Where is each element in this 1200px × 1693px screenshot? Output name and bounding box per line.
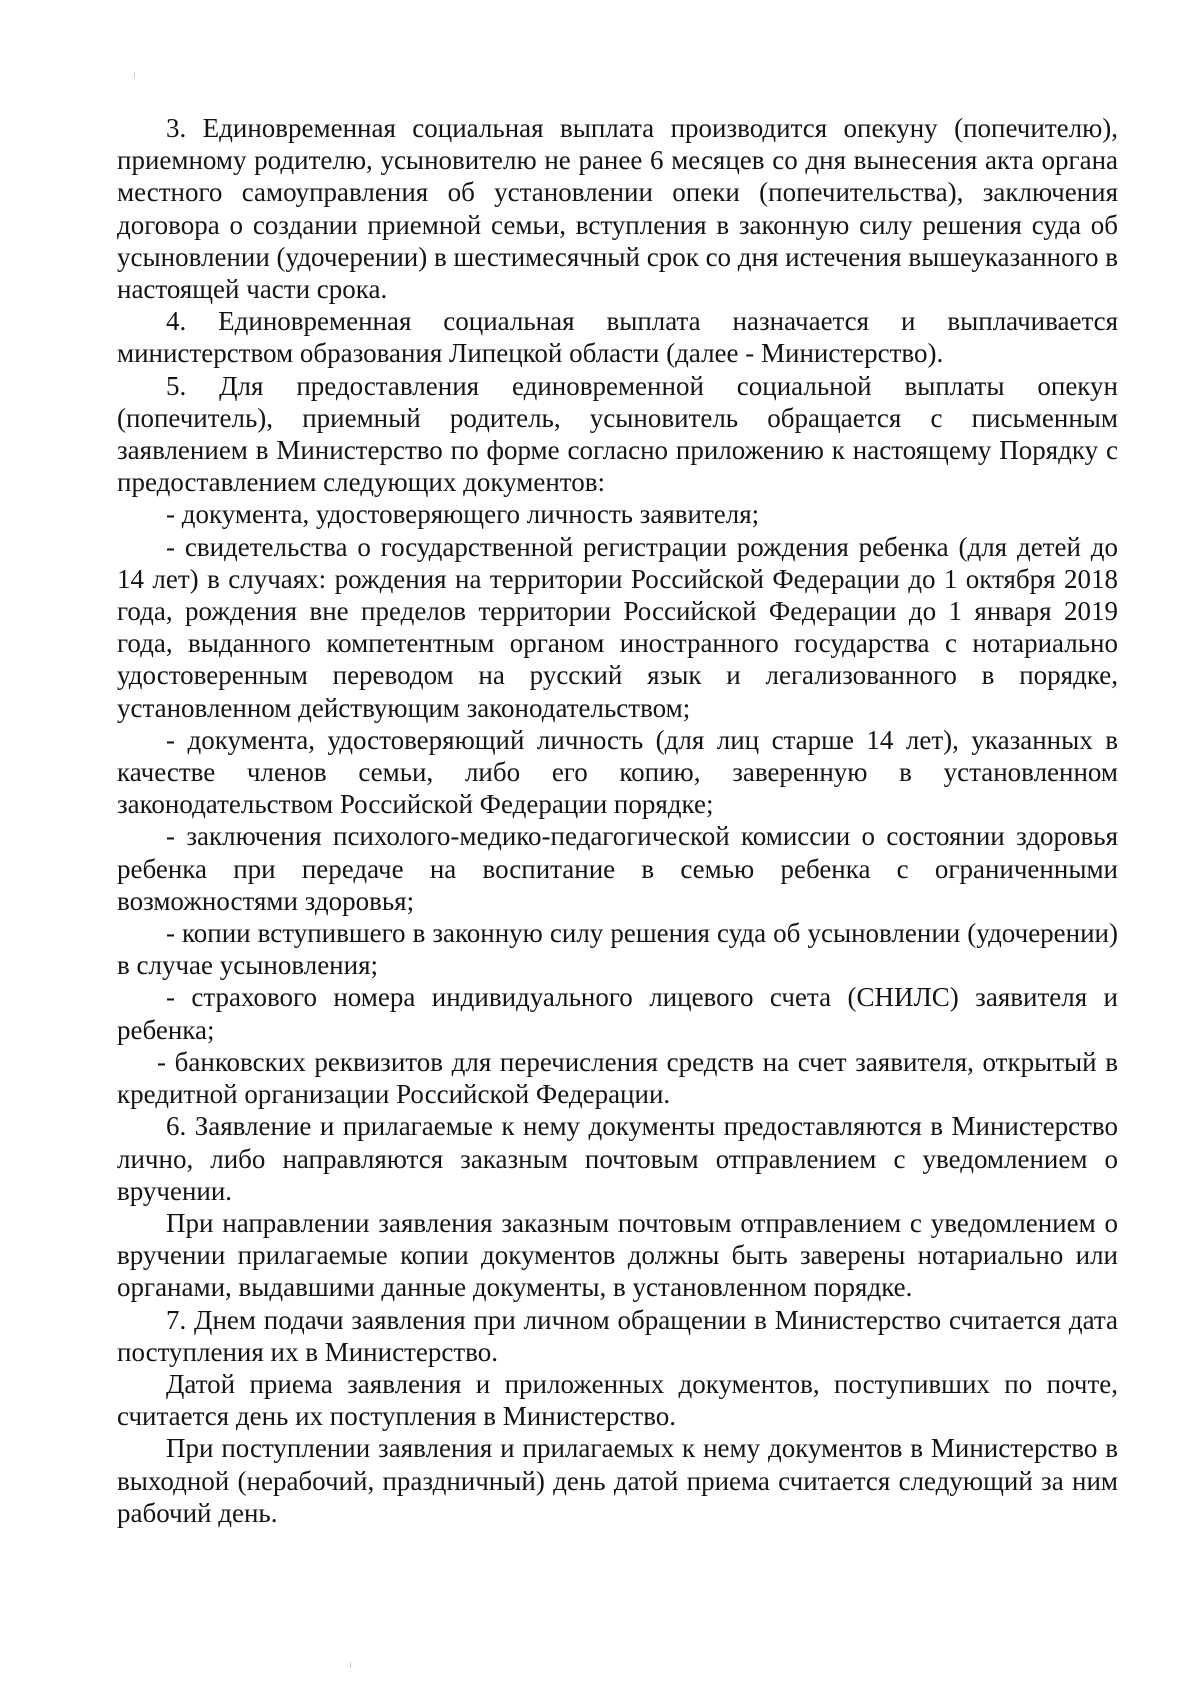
list-item-snils: - страхового номера индивидуального лицевого счета (СНИЛС) заявителя и ребенка; [117,982,1118,1045]
list-item-birth-certificate: - свидетельства о государственной регистрации рождения ребенка (для детей до 14 лет) в случаях: рождения на территории Российской Федерации до 1 октября 2018 года, рождения вне пределов территории Российской Федерации до 1 января 2019 года, выданного компетентным органом иностранного государства с нотариально удостоверенным переводом на русский язык и легализованного в порядке, установленном действующим законодательством; [117,531,1118,723]
scan-artifact [350,1662,351,1668]
scan-artifact [134,72,135,78]
paragraph-mail-date: Датой приема заявления и приложенных документов, поступивших по почте, считается день их поступления в Министерство. [117,1368,1118,1432]
paragraph-item-4: 4. Единовременная социальная выплата назначается и выплачивается министерством образования Липецкой области (далее - Министерство). [117,306,1118,369]
list-item-medical-conclusion: - заключения психолого-медико-педагогической комиссии о состоянии здоровья ребенка при передаче на воспитание в семью ребенка с ограниченными возможностями здоровья; [117,821,1118,916]
paragraph-item-3: 3. Единовременная социальная выплата производится опекуну (попечителю), приемному родителю, усыновителю не ранее 6 месяцев со дня вынесения акта органа местного самоуправления об установлении опеки (попечительства), заключения договора о создании приемной семьи, вступления в законную силу решения суда об усыновлении (удочерении) в шестимесячный срок со дня истечения вышеуказанного в настоящей части срока. [117,113,1118,305]
list-item-family-identity: - документа, удостоверяющий личность (для лиц старше 14 лет), указанных в качестве членов семьи, либо его копию, заверенную в установленном законодательством Российской Федерации порядке; [117,724,1118,820]
paragraph-mail-copies: При направлении заявления заказным почтовым отправлением с уведомлением о вручении прилагаемые копии документов должны быть заверены нотариально или органами, выдавшими данные документы, в установленном порядке. [117,1207,1118,1303]
paragraph-holiday-date: При поступлении заявления и прилагаемых к нему документов в Министерство в выходной (нерабочий, праздничный) день датой приема считается следующий за ним рабочий день. [117,1433,1118,1528]
document-body [117,112,1118,1529]
list-item-bank-details: - банковских реквизитов для перечисления средств на счет заявителя, открытый в кредитной организации Российской Федерации. [117,1046,1118,1110]
list-item-identity-document: - документа, удостоверяющего личность заявителя; [166,499,760,530]
paragraph-item-6: 6. Заявление и прилагаемые к нему документы предоставляются в Министерство лично, либо направляются заказным почтовым отправлением с уведомлением о вручении. [117,1111,1118,1206]
list-item-court-decision: - копии вступившего в законную силу решения суда об усыновлении (удочерении) в случае усыновления; [117,918,1118,981]
paragraph-item-7: 7. Днем подачи заявления при личном обращении в Министерство считается дата поступления их в Министерство. [117,1304,1118,1367]
paragraph-item-5: 5. Для предоставления единовременной социальной выплаты опекун (попечитель), приемный родитель, усыновитель обращается с письменным заявлением в Министерство по форме согласно приложению к настоящему Порядку с предоставлением следующих документов: [117,370,1118,498]
